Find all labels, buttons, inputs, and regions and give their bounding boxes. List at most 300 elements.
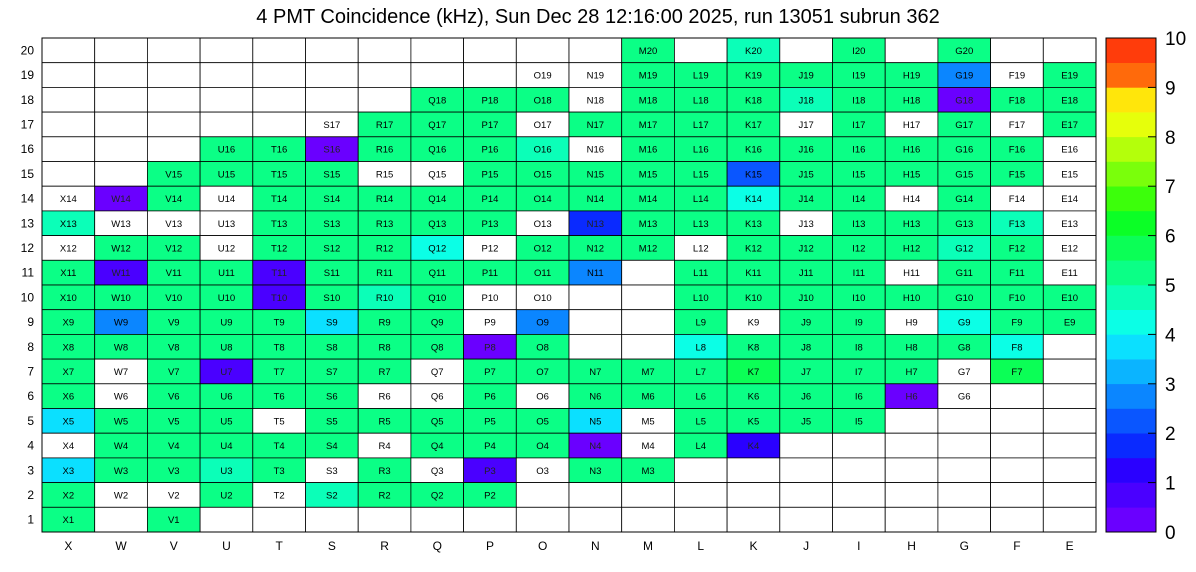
cell-label: M5 (641, 416, 655, 428)
cell-label: P4 (484, 441, 496, 453)
cell-label: E14 (1061, 194, 1079, 206)
cell-label: G18 (955, 95, 974, 107)
colorbar-band (1106, 285, 1156, 310)
cell-label: F18 (1008, 95, 1026, 107)
cell-label: J18 (798, 95, 814, 107)
heatmap-cell (1043, 359, 1096, 384)
cell-label: V10 (165, 292, 183, 304)
cell-label: P11 (481, 268, 499, 280)
cell-label: T8 (273, 342, 285, 354)
cell-label: S3 (326, 465, 338, 477)
cell-label: O5 (536, 416, 549, 428)
cell-label: V13 (165, 218, 183, 230)
y-tick-label: 10 (20, 290, 34, 305)
cell-label: N17 (586, 119, 605, 131)
heatmap-cell (253, 38, 306, 63)
x-tick-label: J (803, 539, 810, 553)
cell-label: N13 (586, 218, 605, 230)
cell-label: R9 (378, 317, 391, 329)
cell-label: I15 (852, 169, 866, 181)
cell-label: E13 (1061, 218, 1079, 230)
colorbar-tick-label: 5 (1165, 276, 1176, 297)
cell-label: L4 (695, 441, 707, 453)
cell-label: N15 (586, 169, 605, 181)
colorbar-band (1106, 359, 1156, 384)
cell-label: N12 (586, 243, 605, 255)
cell-label: J9 (801, 317, 812, 329)
cell-label: Q11 (428, 268, 446, 280)
cell-label: Q9 (430, 317, 444, 329)
cell-label: U14 (217, 194, 236, 206)
cell-label: X7 (62, 366, 75, 378)
cell-label: K12 (744, 243, 762, 255)
y-tick-label: 7 (27, 364, 34, 379)
cell-label: K14 (744, 194, 762, 206)
cell-label: J10 (798, 292, 814, 304)
heatmap-cell (674, 507, 727, 532)
cell-label: S15 (323, 169, 341, 181)
cell-label: T14 (270, 194, 288, 206)
cell-label: O8 (536, 342, 549, 354)
heatmap-cell (622, 260, 675, 285)
cell-label: W2 (113, 490, 129, 502)
cell-label: P18 (481, 95, 499, 107)
cell-label: J15 (798, 169, 814, 181)
cell-label: T6 (273, 391, 285, 403)
heatmap-cell (411, 38, 464, 63)
heatmap-cell (516, 507, 569, 532)
cell-label: M18 (638, 95, 658, 107)
cell-label: O19 (533, 70, 552, 82)
cell-label: M20 (638, 45, 658, 57)
y-tick-label: 15 (20, 166, 34, 181)
cell-label: L13 (692, 218, 709, 230)
cell-label: Q8 (430, 342, 444, 354)
cell-label: W3 (113, 465, 129, 477)
cell-label: G20 (955, 45, 974, 57)
cell-label: F16 (1008, 144, 1026, 156)
heatmap-cell (885, 483, 938, 508)
cell-label: G15 (955, 169, 974, 181)
cell-label: K19 (744, 70, 762, 82)
heatmap-cell (253, 112, 306, 137)
cell-label: W11 (111, 268, 131, 280)
cell-label: I20 (852, 45, 866, 57)
cell-label: E15 (1061, 169, 1079, 181)
heatmap-cell (358, 63, 411, 88)
x-tick-label: G (959, 539, 969, 553)
cell-label: H18 (902, 95, 921, 107)
x-tick-label: Q (432, 539, 442, 553)
cell-label: I7 (854, 366, 863, 378)
cell-label: J14 (798, 194, 814, 206)
y-tick-label: 1 (27, 512, 34, 527)
cell-label: G8 (957, 342, 971, 354)
heatmap-cell (95, 162, 148, 187)
cell-label: Q17 (428, 119, 447, 131)
cell-label: N7 (589, 366, 602, 378)
cell-label: J19 (798, 70, 814, 82)
cell-label: U13 (217, 218, 236, 230)
y-tick-label: 3 (27, 463, 34, 478)
colorbar-band (1106, 137, 1156, 162)
cell-label: I12 (852, 243, 866, 255)
cell-label: O10 (533, 292, 552, 304)
cell-label: U15 (217, 169, 236, 181)
x-tick-label: E (1065, 539, 1074, 553)
cell-label: P16 (481, 144, 499, 156)
cell-label: Q18 (428, 95, 447, 107)
cell-label: I8 (854, 342, 863, 354)
cell-label: P17 (481, 119, 499, 131)
cell-label: P13 (481, 218, 499, 230)
cell-label: O13 (533, 218, 552, 230)
y-tick-label: 8 (27, 339, 34, 354)
cell-label: J6 (801, 391, 812, 403)
x-tick-label: W (115, 539, 127, 553)
y-tick-label: 2 (27, 487, 34, 502)
cell-label: Q5 (430, 416, 444, 428)
cell-label: I14 (852, 194, 866, 206)
heatmap-cell (516, 38, 569, 63)
heatmap-cell (147, 38, 200, 63)
cell-label: F8 (1011, 342, 1023, 354)
heatmap-cell (569, 334, 622, 359)
cell-label: M17 (638, 119, 658, 131)
y-tick-label: 4 (27, 438, 34, 453)
heatmap-cell (95, 137, 148, 162)
cell-label: I17 (852, 119, 866, 131)
colorbar-tick-label: 1 (1165, 473, 1176, 495)
cell-label: W5 (113, 416, 129, 428)
cell-label: G14 (955, 194, 974, 206)
cell-label: X14 (59, 194, 77, 206)
y-tick-label: 5 (27, 413, 34, 428)
cell-label: O11 (534, 268, 552, 280)
cell-label: X8 (62, 342, 75, 354)
cell-label: X6 (62, 391, 75, 403)
cell-label: W9 (113, 317, 129, 329)
heatmap-cell (569, 310, 622, 335)
cell-label: W7 (113, 366, 129, 378)
cell-label: M15 (638, 169, 658, 181)
cell-label: J7 (801, 366, 812, 378)
y-tick-label: 11 (21, 265, 34, 280)
cell-label: Q2 (430, 490, 444, 502)
cell-label: R4 (378, 441, 391, 453)
cell-label: H6 (905, 391, 918, 403)
cell-label: H19 (902, 70, 921, 82)
cell-label: R12 (375, 243, 394, 255)
cell-label: O6 (536, 391, 549, 403)
cell-label: E9 (1063, 317, 1076, 329)
cell-label: X11 (60, 268, 77, 280)
cell-label: K9 (747, 317, 760, 329)
cell-label: U2 (220, 490, 233, 502)
cell-label: V3 (167, 465, 180, 477)
cell-label: W10 (111, 292, 131, 304)
cell-label: V5 (167, 416, 180, 428)
cell-label: O7 (536, 366, 549, 378)
heatmap-cell (411, 507, 464, 532)
heatmap-cell (938, 409, 991, 434)
cell-label: U8 (220, 342, 233, 354)
cell-label: I19 (852, 70, 866, 82)
cell-label: U7 (220, 366, 233, 378)
cell-label: T11 (271, 268, 287, 280)
cell-label: M13 (638, 218, 658, 230)
cell-label: L15 (692, 169, 709, 181)
heatmap-cell (674, 38, 727, 63)
heatmap-cell (147, 137, 200, 162)
cell-label: L18 (692, 95, 709, 107)
heatmap-cell (674, 483, 727, 508)
cell-label: N19 (586, 70, 605, 82)
cell-label: M16 (638, 144, 658, 156)
x-tick-label: R (380, 539, 389, 553)
cell-label: I10 (852, 292, 866, 304)
cell-label: X12 (59, 243, 77, 255)
cell-label: R3 (378, 465, 391, 477)
cell-label: U4 (220, 441, 233, 453)
cell-label: H12 (902, 243, 921, 255)
heatmap-cell (622, 310, 675, 335)
cell-label: H14 (902, 194, 921, 206)
heatmap-cell (885, 38, 938, 63)
cell-label: P2 (484, 490, 496, 502)
heatmap-cell (95, 63, 148, 88)
heatmap-cell (833, 483, 886, 508)
cell-label: S13 (323, 218, 341, 230)
heatmap-cell (464, 63, 517, 88)
cell-label: S9 (326, 317, 338, 329)
cell-label: N16 (586, 144, 605, 156)
heatmap-cell (780, 507, 833, 532)
y-tick-label: 12 (20, 240, 34, 255)
heatmap-cell (885, 433, 938, 458)
cell-label: M14 (638, 194, 658, 206)
colorbar-tick-label: 7 (1165, 177, 1176, 199)
cell-label: S11 (323, 268, 340, 280)
heatmap-cell (622, 507, 675, 532)
heatmap-cell (622, 334, 675, 359)
cell-label: H9 (905, 317, 918, 329)
heatmap-cell (253, 87, 306, 112)
cell-label: P12 (481, 243, 499, 255)
cell-label: F9 (1011, 317, 1023, 329)
heatmap-cell (200, 87, 253, 112)
heatmap-cell (200, 507, 253, 532)
cell-label: M12 (638, 243, 658, 255)
cell-label: G7 (957, 366, 971, 378)
cell-label: X10 (59, 292, 77, 304)
cell-label: P7 (484, 366, 496, 378)
heatmap-cell (727, 507, 780, 532)
cell-label: L16 (692, 144, 709, 156)
cell-label: N18 (586, 95, 605, 107)
y-tick-label: 17 (20, 117, 34, 132)
cell-label: T3 (273, 465, 285, 477)
cell-label: R16 (375, 144, 394, 156)
y-tick-label: 20 (20, 43, 34, 58)
cell-label: Q13 (428, 218, 447, 230)
cell-label: L11 (693, 268, 709, 280)
y-tick-label: 9 (27, 315, 34, 330)
heatmap-cell (1043, 458, 1096, 483)
cell-label: I9 (854, 317, 863, 329)
cell-label: K7 (747, 366, 760, 378)
heatmap-cell (780, 433, 833, 458)
cell-label: K4 (747, 441, 760, 453)
cell-label: V7 (167, 366, 180, 378)
cell-label: G9 (957, 317, 971, 329)
cell-label: F10 (1008, 292, 1026, 304)
heatmap-cell (727, 483, 780, 508)
heatmap-cell (147, 87, 200, 112)
cell-label: L10 (692, 292, 709, 304)
cell-label: P14 (481, 194, 499, 206)
cell-label: H17 (902, 119, 921, 131)
heatmap-cell (358, 87, 411, 112)
x-tick-label: I (857, 539, 861, 553)
x-tick-label: S (327, 539, 336, 553)
cell-label: R2 (378, 490, 391, 502)
heatmap-cell (464, 507, 517, 532)
cell-label: R7 (378, 366, 391, 378)
colorbar-band (1106, 87, 1156, 112)
heatmap-cell (200, 63, 253, 88)
cell-label: K15 (744, 169, 762, 181)
cell-label: J13 (798, 218, 814, 230)
cell-label: K10 (744, 292, 762, 304)
heatmap-cell (1043, 409, 1096, 434)
cell-label: T5 (273, 416, 285, 428)
heatmap-cell (569, 507, 622, 532)
heatmap-cell (622, 483, 675, 508)
heatmap-cell (358, 38, 411, 63)
colorbar-band (1106, 63, 1156, 88)
cell-label: H15 (902, 169, 921, 181)
colorbar-band (1106, 260, 1156, 285)
cell-label: M4 (641, 441, 655, 453)
heatmap-cell (95, 87, 148, 112)
cell-label: O15 (533, 169, 552, 181)
cell-label: I16 (852, 144, 866, 156)
cell-label: N6 (589, 391, 602, 403)
heatmap-cell (833, 507, 886, 532)
heatmap-cell (147, 112, 200, 137)
cell-label: X4 (62, 441, 75, 453)
cell-label: J11 (798, 268, 814, 280)
colorbar-tick-label: 10 (1165, 29, 1187, 50)
colorbar-band (1106, 310, 1156, 335)
colorbar-band (1106, 186, 1156, 211)
heatmap-cell (938, 433, 991, 458)
cell-label: O4 (536, 441, 549, 453)
cell-label: E18 (1061, 95, 1079, 107)
cell-label: G11 (955, 268, 973, 280)
heatmap-cell (938, 458, 991, 483)
cell-label: R5 (378, 416, 391, 428)
colorbar-tick-label: 3 (1165, 374, 1176, 396)
heatmap-cell (569, 285, 622, 310)
cell-label: V12 (165, 243, 183, 255)
cell-label: T13 (270, 218, 288, 230)
cell-label: F14 (1008, 194, 1026, 206)
heatmap-cell (991, 38, 1044, 63)
heatmap-cell (885, 409, 938, 434)
cell-label: X13 (59, 218, 77, 230)
cell-label: O17 (533, 119, 552, 131)
heatmap-cell (358, 507, 411, 532)
x-tick-label: K (749, 539, 758, 553)
y-tick-label: 19 (20, 68, 34, 83)
heatmap-cell (991, 458, 1044, 483)
cell-label: P8 (484, 342, 496, 354)
cell-label: Q16 (428, 144, 447, 156)
cell-label: H11 (903, 268, 920, 280)
cell-label: F13 (1008, 218, 1026, 230)
cell-label: J12 (798, 243, 814, 255)
heatmap-cell (991, 483, 1044, 508)
cell-label: E17 (1061, 119, 1079, 131)
cell-label: Q15 (428, 169, 447, 181)
heatmap-cell (1043, 384, 1096, 409)
x-tick-label: O (537, 539, 548, 553)
heatmap-cell (780, 458, 833, 483)
heatmap-cell (306, 38, 359, 63)
cell-label: Q6 (430, 391, 444, 403)
cell-label: X9 (62, 317, 75, 329)
colorbar-tick-label: 4 (1165, 325, 1176, 347)
cell-label: O9 (536, 317, 549, 329)
colorbar-band (1106, 458, 1156, 483)
cell-label: T10 (270, 292, 288, 304)
cell-label: S5 (326, 416, 338, 428)
cell-label: U12 (217, 243, 236, 255)
cell-label: L12 (692, 243, 709, 255)
cell-label: U10 (217, 292, 236, 304)
cell-label: W8 (113, 342, 129, 354)
cell-label: O14 (533, 194, 552, 206)
cell-label: S12 (323, 243, 341, 255)
colorbar-band (1106, 507, 1156, 532)
cell-label: Q7 (430, 366, 444, 378)
cell-label: X1 (62, 515, 75, 527)
heatmap-cell (1043, 483, 1096, 508)
y-tick-label: 14 (20, 191, 34, 206)
cell-label: L19 (692, 70, 709, 82)
heatmap-cell (306, 87, 359, 112)
cell-label: L17 (692, 119, 709, 131)
cell-label: Q4 (430, 441, 444, 453)
heatmap-cell (833, 458, 886, 483)
colorbar-band (1106, 236, 1156, 261)
heatmap-cell (411, 63, 464, 88)
heatmap-cell (1043, 334, 1096, 359)
heatmap-cell (42, 38, 95, 63)
heatmap-cell (42, 87, 95, 112)
heatmap-cell (95, 112, 148, 137)
cell-label: V4 (167, 441, 180, 453)
cell-label: J5 (801, 416, 812, 428)
heatmap-cell (200, 38, 253, 63)
cell-label: M6 (641, 391, 655, 403)
cell-label: L6 (695, 391, 707, 403)
colorbar-band (1106, 433, 1156, 458)
cell-label: L8 (695, 342, 707, 354)
y-tick-label: 13 (20, 216, 34, 231)
